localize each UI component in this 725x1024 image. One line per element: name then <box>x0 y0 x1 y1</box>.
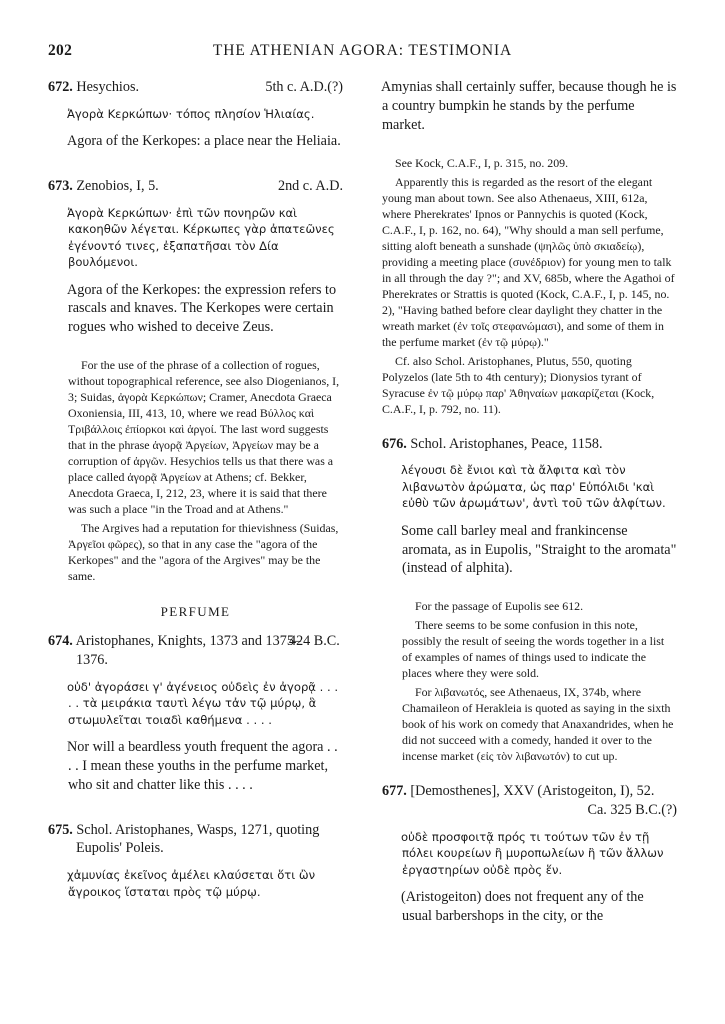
page-header <box>48 42 677 64</box>
text-columns <box>48 78 677 998</box>
entry-676-number: 676. <box>382 435 407 452</box>
running-title: THE ATHENIAN AGORA: TESTIMONIA <box>212 42 513 59</box>
entry-676-note-2: There seems to be some confusion in this note, possibly the result of seeing the words together in a list of examples of names of things used to indicate the places where they were sold. <box>402 618 665 681</box>
entry-672-date: 5th c. A.D.(?) <box>265 79 343 95</box>
left-column <box>48 78 343 998</box>
entry-677 <box>382 782 677 926</box>
entry-673-date: 2nd c. A.D. <box>277 178 343 195</box>
section-heading-perfume: PERFUME <box>160 604 231 620</box>
entry-676-translation: Some call barley meal and frankincense aromata, as in Eupolis, "Straight to the aromata" (instead of alphita). <box>401 522 677 577</box>
entry-675-continuation <box>382 78 677 417</box>
entry-675-lemma <box>48 821 343 858</box>
entry-675-note-2: Apparently this is regarded as the resort of the elegant young man about town. See also Athenaeus, XIII, 612a, where Pherekrates' Ipnos or Pannychis is quoted (Kock, C.A.F., I, p. 162, no. 64), "Why should a man sell perfume, sitting aloft beneath a sunshade (ψηλῶς ὑπὸ σκιαδείῳ), providing a meeting place (συνέδριον) for young men to talk in all through the day ?"; and XV, 685b, where the Agathoi of Pherekrates or Strattis is quoted (Kock, C.A.F., I, p. 145, no. 2), "Having bathed before clear daylight they chatter in the wreath market (ἐν τοῖς στεφανώμασι), and some of them in the perfume market (ἐν τῷ μύρῳ)." <box>382 174 675 349</box>
entry-675-source: Schol. Aristophanes, Wasps, 1271, quoting Eupolis' Poleis. <box>76 821 320 857</box>
entry-673-greek: Ἀγορὰ Κερκώπων· ἐπὶ τῶν πονηρῶν καὶ κακοηθῶν λέγεται. Κέρκωπες γὰρ ἀπατεῶνες ἐγένοντό τινες, ἐξαπατῆσαι τὸν Δία βουλόμενοι. <box>67 205 335 270</box>
entry-677-source: [Demosthenes], XXV (Aristogeiton, I), 52. <box>410 783 655 800</box>
entry-677-lemma <box>382 782 677 819</box>
entry-673-number: 673. <box>48 178 73 195</box>
entry-676-lemma <box>382 435 677 454</box>
entry-677-date: Ca. 325 B.C.(?) <box>587 802 677 819</box>
entry-675-greek: χἀμυνίας ἐκεῖνος ἀμέλει κλαύσεται ὅτι ὢν ἄγροικος ἵσταται πρὸς τῷ μύρῳ. <box>67 868 316 899</box>
entry-676-note-3: For λιβανωτός, see Athenaeus, IX, 374b, where Chamaileon of Herakleia is quoted as saying in the sixth book of his work on comedy that Anaxandrides, when he did not succeed with a comedy, handed it over to the incense market (εἰς τὸν λιβανωτόν) to cut up. <box>402 685 674 764</box>
entry-672-lemma <box>48 78 343 97</box>
entry-672-greek: Ἀγορὰ Κερκώπων· τόπος πλησίον Ἡλιαίας. <box>67 106 315 121</box>
entry-676-note-1: For the passage of Eupolis see 612. <box>415 599 584 614</box>
entry-677-number: 677. <box>382 783 407 800</box>
entry-674-greek: οὐδ' ἀγοράσει γ' ἀγένειος οὐδεὶς ἐν ἀγορᾷ . . . . . τὰ μειράκια ταυτὶ λέγω τἀν τῷ μύρῳ, ἃ στωμυλεῖται τοιαδὶ καθήμενα . . . . <box>67 679 339 727</box>
entry-673-note-2: The Argives had a reputation for thievishness (Suidas, Ἀργεῖοι φῶρες), so that in any case the "agora of the Kerkopes" and the "agora of the Argives" may be the same. <box>68 521 339 584</box>
entry-677-greek: οὐδὲ προσφοιτᾷ πρός τι τούτων τῶν ἐν τῇ πόλει κουρείων ἢ μυροπωλείων ἢ τῶν ἄλλων ἐργαστηρίων οὐδὲ πρὸς ἕν. <box>401 829 664 877</box>
entry-673 <box>48 177 343 584</box>
entry-673-note-1: For the use of the phrase of a collection of rogues, without topographical reference, see also Diogenianos, I, 3; Suidas, ἀγορὰ Κερκώπων; Cramer, Anecdota Graeca Oxoniensia, III, 413, 10, where we read Βύλλος καὶ Τριβάλλοις ἐπίορκοι καὶ ἀργοί. The last word suggests that in the phrase ἀγορᾷ Ἀργείων, Ἀργείων may be a corruption of ἀργῶν. Hesychios tells us that there was a place called ἀγορᾷ Ἀργείων at Athens; cf. Bekker, Anecdota Graeca, I, 212, 23, where it is said that there was such a place "in the Troad and at Athens." <box>68 358 340 517</box>
right-column <box>382 78 677 998</box>
entry-672-source: Hesychios. <box>76 79 140 95</box>
entry-675-translation: Amynias shall certainly suffer, because though he is a country bumpkin he stands by the perfume market. <box>381 79 677 133</box>
entry-674-lemma <box>48 632 343 669</box>
entry-674-translation: Nor will a beardless youth frequent the agora . . . . I mean these youths in the perfume market, who sit and chatter like this . . . . <box>67 739 338 793</box>
entry-674-source: Aristophanes, Knights, 1373 and 1375–1376. <box>75 633 302 668</box>
entry-674 <box>48 632 343 794</box>
folio-number: 202 <box>48 42 73 59</box>
entry-675-number: 675. <box>48 821 73 838</box>
entry-676 <box>382 435 677 765</box>
entry-676-greek: λέγουσι δὲ ἔνιοι καὶ τὰ ἄλφιτα καὶ τὸν λιβανωτὸν ἀρώματα, ὡς παρ' Εὐπόλιδι 'καὶ εὐθὺ τῶν ἀρωμάτων', ἀντὶ τοῦ τῶν ἀλφίτων. <box>401 463 666 511</box>
entry-672 <box>48 78 343 151</box>
entry-673-lemma <box>48 177 343 196</box>
entry-674-date: 424 B.C. <box>288 633 340 650</box>
entry-672-translation: Agora of the Kerkopes: a place near the Heliaia. <box>67 133 341 150</box>
entry-673-translation: Agora of the Kerkopes: the expression refers to rascals and knaves. The Kerkopes were certain rogues who wished to deceive Zeus. <box>67 281 337 336</box>
entry-677-translation: (Aristogeiton) does not frequent any of the usual barbershops in the city, or the <box>401 889 644 925</box>
entry-676-source: Schol. Aristophanes, Peace, 1158. <box>410 435 603 452</box>
entry-673-source: Zenobios, I, 5. <box>76 178 159 195</box>
entry-675 <box>48 821 343 900</box>
entry-675-note-3: Cf. also Schol. Aristophanes, Plutus, 550, quoting Polyzelos (late 5th to 4th century); Dionysios tyrant of Syracuse ἐν τῷ μύρῳ παρ' Ἀθηναίων μακαρίζεται (Kock, C.A.F., I, p. 792, no. 11). <box>382 353 655 416</box>
entry-675-note-1: See Kock, C.A.F., I, p. 315, no. 209. <box>395 155 569 170</box>
entry-674-number: 674. <box>48 633 73 650</box>
entry-672-number: 672. <box>48 79 73 95</box>
